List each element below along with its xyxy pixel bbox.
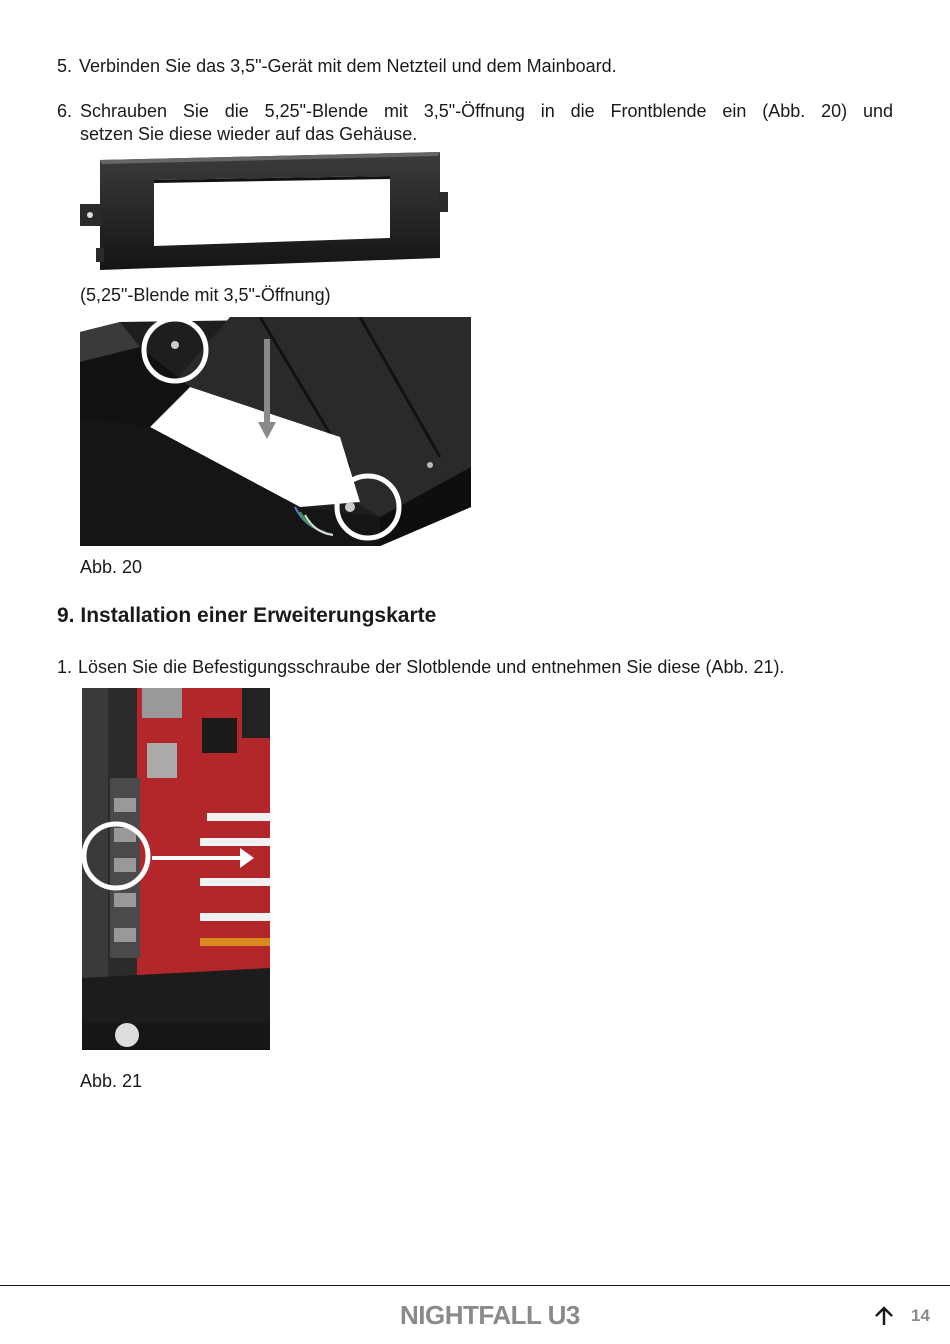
step-text-line-1: Schrauben Sie die 5,25"-Blende mit 3,5"-Öffnung in die Frontblende ein (Abb. 20) und bbox=[80, 101, 893, 121]
step-number: 6. bbox=[57, 101, 73, 121]
section-title: Installation einer Erweiterungskarte bbox=[80, 604, 437, 627]
figure-20-photo bbox=[80, 317, 471, 546]
section-step-1 bbox=[57, 656, 897, 680]
step-number: 5. bbox=[57, 56, 73, 76]
mainboard-illustration bbox=[82, 688, 270, 1050]
footer-divider bbox=[0, 1285, 950, 1286]
figure-21-photo bbox=[82, 688, 270, 1050]
arrow-up-icon[interactable] bbox=[874, 1305, 894, 1327]
step-text: Verbinden Sie das 3,5"-Gerät mit dem Netzteil und dem Mainboard. bbox=[79, 56, 617, 76]
section-heading bbox=[57, 604, 436, 628]
step-number: 1. bbox=[57, 657, 73, 677]
step-text: Lösen Sie die Befestigungsschraube der Slotblende und entnehmen Sie diese (Abb. 21). bbox=[78, 657, 785, 677]
bezel-illustration bbox=[80, 152, 450, 272]
bezel-photo bbox=[80, 152, 450, 272]
step-6 bbox=[57, 100, 893, 148]
page-number: 14 bbox=[911, 1306, 930, 1325]
figure-20-caption: Abb. 20 bbox=[80, 557, 143, 577]
front-panel-illustration bbox=[80, 317, 471, 546]
bezel-caption: (5,25"-Blende mit 3,5"-Öffnung) bbox=[80, 285, 331, 305]
figure-21-caption: Abb. 21 bbox=[80, 1071, 143, 1091]
step-5 bbox=[57, 55, 897, 79]
step-text-line-2: setzen Sie diese wieder auf das Gehäuse. bbox=[80, 124, 418, 144]
section-number: 9. bbox=[57, 604, 75, 627]
brand-logo: NIGHTFALL U3 bbox=[400, 1300, 580, 1330]
